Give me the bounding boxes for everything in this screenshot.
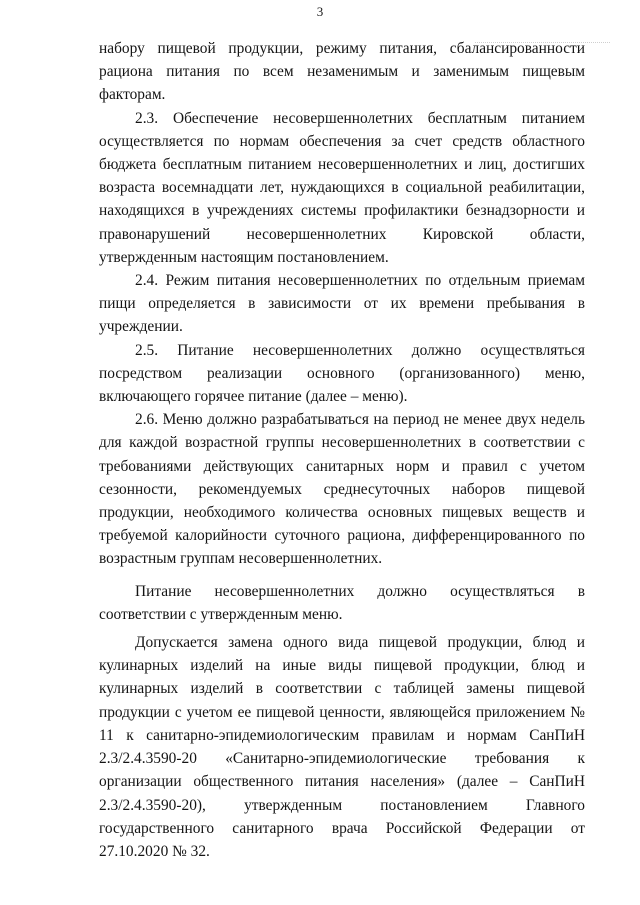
document-body (99, 37, 585, 863)
paragraph-continuation: набору пищевой продукции, режиму питания, сбалансированности рациона питания по всем незаменимым и заменимым пищевым факторам. (99, 40, 585, 104)
paragraph-2-4: 2.4. Режим питания несовершеннолетних по отдельным приемам пищи определяется в зависимости от их времени пребывания в учреждении. (99, 272, 585, 336)
page-number: 3 (316, 4, 324, 19)
paragraph-menu-compliance: Питание несовершеннолетних должно осуществляться в соответствии с утвержденным меню. (99, 582, 585, 623)
paragraph-substitution: Допускается замена одного вида пищевой продукции, блюд и кулинарных изделий на иные виды пищевой продукции, блюд и кулинарных изделий в соответствии с таблицей замены пищевой продукции с учетом ее пищевой ценности, являющейся приложением № 11 к санитарно-эпидемиологическим правилам и нормам СанПиН 2.3/2.4.3590-20 «Санитарно-эпидемиологические требования к организации общественного питания населения» (далее – СанПиН 2.3/2.4.3590-20), утвержденным постановлением Главного государственного санитарного врача Российской Федерации от 27.10.2020 № 32. (99, 634, 585, 860)
paragraph-2-3: 2.3. Обеспечение несовершеннолетних бесплатным питанием осуществляется по нормам обеспечения за счет средств областного бюджета бесплатным питанием несовершеннолетних и лиц, достигших возраста восемнадцати лет, нуждающихся в социальной реабилитации, находящихся в учреждениях системы профилактики безнадзорности и правонарушений несовершеннолетних Кировской области, утвержденным настоящим постановлением. (99, 109, 585, 266)
paragraph-2-5: 2.5. Питание несовершеннолетних должно осуществляться посредством реализации основного (организованного) меню, включающего горячее питание (далее – меню). (99, 341, 585, 406)
paragraph-2-6: 2.6. Меню должно разрабатываться на период не менее двух недель для каждой возрастной группы несовершеннолетних в соответствии с требованиями действующих санитарных норм и правил с учетом сезонности, рекомендуемых среднесуточных наборов пищевой продукции, необходимого количества основных пищевых веществ и требуемой калорийности суточного рациона, дифференцированного по возрастным группам несовершеннолетних. (99, 411, 585, 568)
